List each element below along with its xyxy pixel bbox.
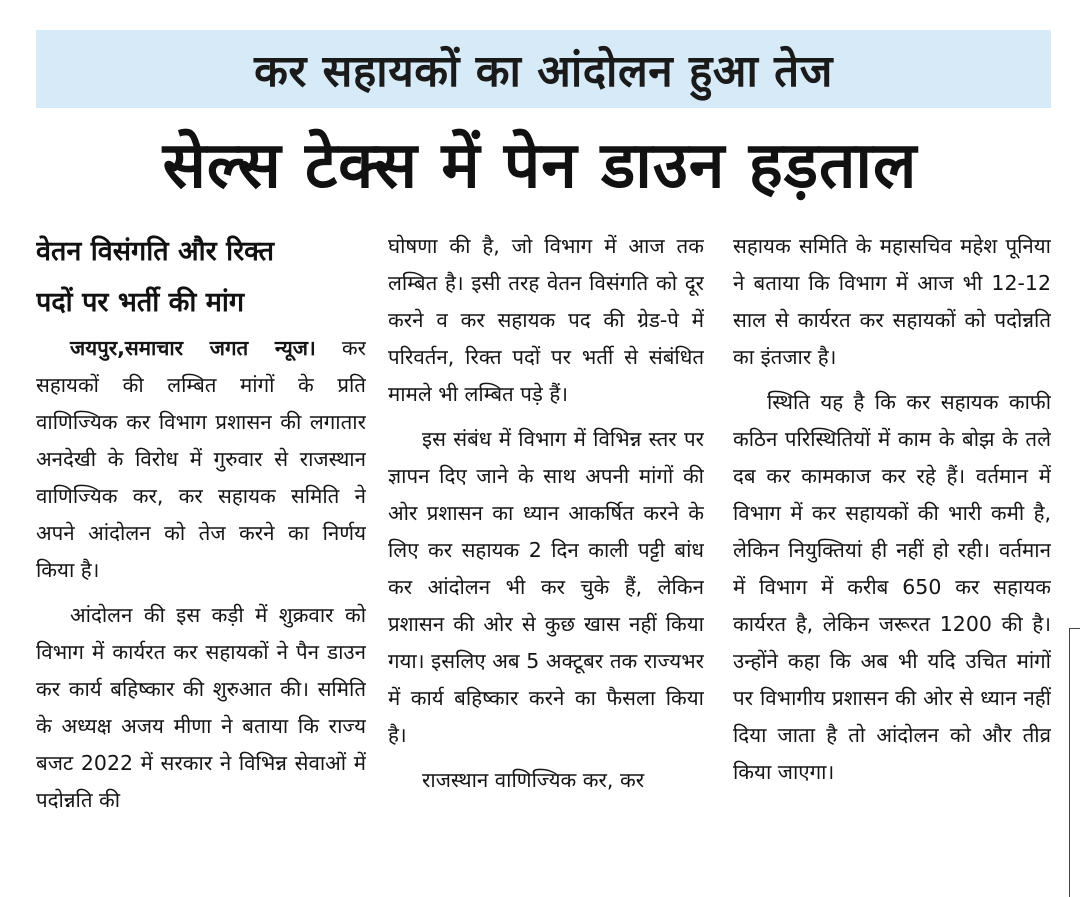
paragraph-1: [36, 330, 366, 589]
article-column-1: [36, 226, 366, 896]
article-column-3: [733, 228, 1051, 896]
paragraph-6: सहायक समिति के महासचिव महेश पूनिया ने बताया कि विभाग में आज भी 12-12 साल से कार्यरत कर सहायकों को पदोन्नति का इंतजार है।: [733, 234, 1051, 369]
paragraph-7: स्थिति यह है कि कर सहायक काफी कठिन परिस्थितियों में काम के बोझ के तले दब कर कामकाज कर रहे हैं। वर्तमान में विभाग में कर सहायकों की भारी कमी है, लेकिन नियुक्तियां ही नहीं हो रही। वर्तमान में विभाग में करीब 650 कर सहायक कार्यरत है, लेकिन जरूरत 1200 की है। उन्होंने कहा कि अब भी यदि उचित मांगों पर विभागीय प्रशासन की ओर से ध्यान नहीं दिया जाता है तो आंदोलन को और तीव्र किया जाएगा।: [733, 390, 1051, 784]
subheading-line-1: वेतन विसंगति और रिक्त: [36, 236, 274, 267]
subheading-line-2: पदों पर भर्ती की मांग: [36, 287, 245, 318]
paragraph-5: राजस्थान वाणिज्यिक कर, कर: [422, 768, 645, 792]
kicker-headline: कर सहायकों का आंदोलन हुआ तेज: [36, 30, 1051, 108]
adjacent-article-edge: [1069, 628, 1080, 897]
dateline: जयपुर,समाचार जगत न्यूज।: [70, 336, 316, 360]
paragraph-1-text: कर सहायकों की लम्बित मांगों के प्रति वाणिज्यिक कर विभाग प्रशासन की लगातार अनदेखी के विरोध में गुरुवार से राजस्थान वाणिज्यिक कर, कर सहायक समिति ने अपने आंदोलन को तेज करने का निर्णय किया है।: [36, 336, 366, 582]
paragraph-3: घोषणा की है, जो विभाग में आज तक लम्बित है। इसी तरह वेतन विसंगति को दूर करने व कर सहायक पद की ग्रेड-पे में परिवर्तन, रिक्त पदों पर भर्ती से संबंधित मामले भी लम्बित पड़े हैं।: [388, 234, 704, 406]
subheading: [36, 226, 366, 328]
paragraph-4: इस संबंध में विभाग में विभिन्न स्तर पर ज्ञापन दिए जाने के साथ अपनी मांगों की ओर प्रशासन का ध्यान आकर्षित करने के लिए कर सहायक 2 दिन काली पट्टी बांध कर आंदोलन भी कर चुके हैं, लेकिन प्रशासन की ओर से कुछ खास नहीं किया गया। इसलिए अब 5 अक्टूबर तक राज्यभर में कार्य बहिष्कार करने का फैसला किया है।: [388, 427, 704, 747]
article-column-2: [388, 228, 704, 896]
main-headline: सेल्स टेक्स में पेन डाउन हड़ताल: [162, 128, 918, 203]
paragraph-2: आंदोलन की इस कड़ी में शुक्रवार को विभाग में कार्यरत कर सहायकों ने पैन डाउन कर कार्य बहिष्कार की शुरुआत की। समिति के अध्यक्ष अजय मीणा ने बताया कि राज्य बजट 2022 में सरकार ने विभिन्न सेवाओं में पदोन्नति की: [36, 603, 366, 812]
